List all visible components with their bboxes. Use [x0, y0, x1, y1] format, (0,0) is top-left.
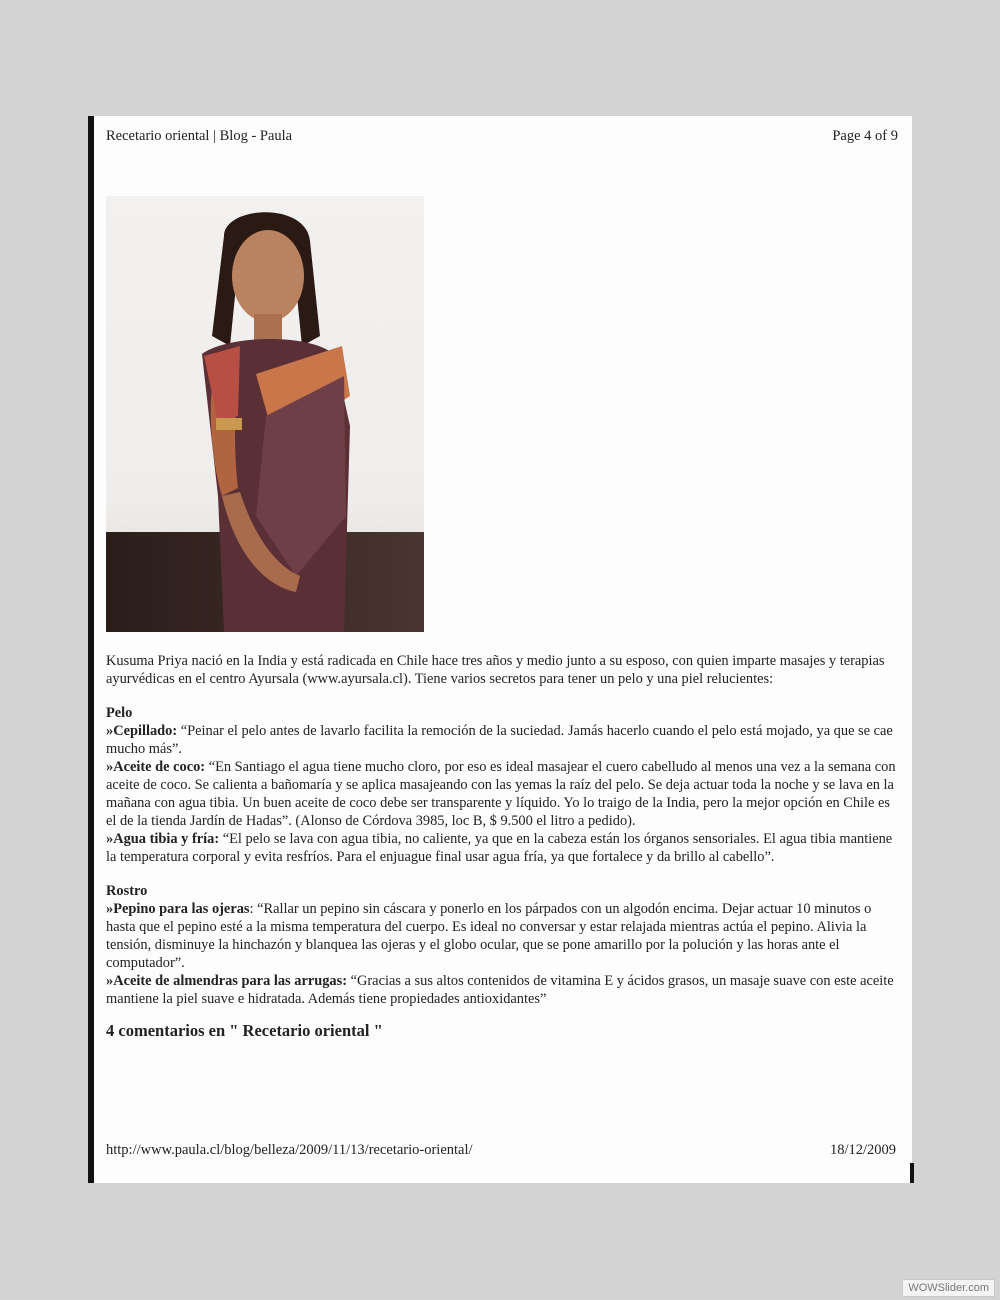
watermark-badge: WOWSlider.com	[902, 1279, 995, 1297]
section-heading-rostro: Rostro	[106, 883, 148, 899]
scanned-page	[88, 116, 912, 1183]
page-edge-mark	[910, 1163, 914, 1183]
comments-heading: 4 comentarios en " Recetario oriental "	[106, 1021, 383, 1040]
tip-pepino: »Pepino para las ojeras: “Rallar un pepino sin cáscara y ponerlo en los párpados con un algodón encima. Dejar actuar 10 minutos o hasta que el pepino esté a la misma temperatura del cuerpo. Es ideal no conversar y estar relajada mientras actúa el pepino. Alivia la tensión, disminuye la hinchazón y blanquea las ojeras y el globo ocular, que se pone amarillo por la polución y las horas ante el computador”.	[106, 901, 872, 971]
tip-aceite-de-almendras: »Aceite de almendras para las arrugas: “Gracias a sus altos contenidos de vitamina E y ácidos grasos, un masaje suave con este aceite mantiene la piel suave e hidratada. Además tiene propiedades antioxidantes”	[106, 973, 894, 1007]
tip-cepillado: »Cepillado: “Peinar el pelo antes de lavarlo facilita la remoción de la suciedad. Jamás hacerlo cuando el pelo está mojado, ya que se cae mucho más”.	[106, 723, 893, 757]
woman-in-sari-illustration	[106, 196, 424, 632]
footer-url: http://www.paula.cl/blog/belleza/2009/11/13/recetario-oriental/	[106, 1142, 473, 1158]
page-header-title: Recetario oriental | Blog - Paula	[106, 128, 293, 144]
intro-paragraph: Kusuma Priya nació en la India y está radicada en Chile hace tres años y medio junto a su esposo, con quien imparte masajes y terapias ayurvédicas en el centro Ayursala (www.ayursala.cl). Tiene varios secretos para tener un pelo y una piel relucientes:	[106, 653, 885, 687]
page-header	[106, 128, 898, 145]
article-body	[106, 652, 896, 1040]
page-number: Page 4 of 9	[832, 128, 898, 144]
page-footer	[106, 1142, 896, 1159]
tip-aceite-de-coco: »Aceite de coco: “En Santiago el agua tiene mucho cloro, por eso es ideal masajear el cuero cabelludo al menos una vez a la semana con aceite de coco. Se calienta a bañomaría y se aplica masajeando con las yemas la raíz del pelo. Se deja actuar toda la noche y se lava en la mañana con agua tibia. Un buen aceite de coco debe ser transparente y líquido. Yo lo traigo de la India, pero la mejor opción en Chile es el de la tienda Jardín de Hadas”. (Alonso de Córdova 3985, loc B, $ 9.500 el litro a pedido).	[106, 759, 896, 829]
portrait-photo	[106, 196, 424, 632]
section-heading-pelo: Pelo	[106, 705, 133, 721]
tip-agua-tibia-y-fria: »Agua tibia y fría: “El pelo se lava con agua tibia, no caliente, ya que en la cabeza están los órganos sensoriales. El agua tibia mantiene la temperatura corporal y evita resfríos. Para el enjuague final usar agua fría, ya que fortalece y da brillo al cabello”.	[106, 831, 893, 865]
footer-date: 18/12/2009	[829, 1142, 896, 1158]
